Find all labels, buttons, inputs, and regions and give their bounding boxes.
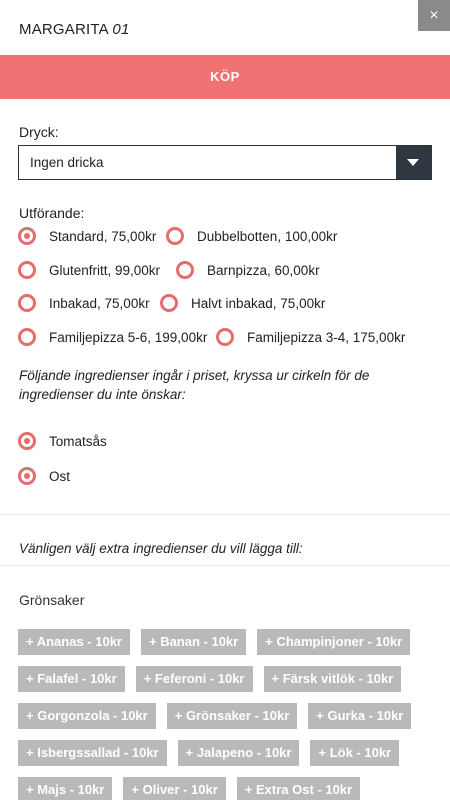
radio-icon[interactable] xyxy=(216,328,234,346)
extra-chip-extra-ost[interactable]: + Extra Ost - 10kr xyxy=(237,777,360,800)
extra-chip-lok[interactable]: + Lök - 10kr xyxy=(310,740,399,766)
chip-row xyxy=(18,740,438,766)
close-icon[interactable]: × xyxy=(418,0,450,31)
chip-row xyxy=(18,666,438,692)
category-heading: Grönsaker xyxy=(19,592,85,608)
extra-chip-gurka[interactable]: + Gurka - 10kr xyxy=(308,703,411,729)
included-instructions-line2: ingredienser du inte önskar: xyxy=(19,387,186,402)
modal-header xyxy=(0,0,450,55)
divider xyxy=(0,565,450,566)
radio-icon[interactable] xyxy=(160,294,178,312)
extra-chip-ananas[interactable]: + Ananas - 10kr xyxy=(18,629,130,655)
drink-label: Dryck: xyxy=(19,124,59,140)
product-title-number: 01 xyxy=(112,21,130,38)
extra-chip-jalapeno[interactable]: + Jalapeno - 10kr xyxy=(178,740,300,766)
radio-icon[interactable] xyxy=(18,467,36,485)
radio-label: Glutenfritt, 99,00kr xyxy=(49,262,161,278)
extra-chip-isbergssallad[interactable]: + Isbergssallad - 10kr xyxy=(18,740,167,766)
radio-label: Halvt inbakad, 75,00kr xyxy=(191,295,326,311)
radio-icon[interactable] xyxy=(18,227,36,245)
radio-icon[interactable] xyxy=(176,261,194,279)
extra-chip-banan[interactable]: + Banan - 10kr xyxy=(141,629,246,655)
extra-chip-gorgonzola[interactable]: + Gorgonzola - 10kr xyxy=(18,703,156,729)
chip-row xyxy=(18,777,438,800)
included-item-tomatsas[interactable] xyxy=(18,431,107,451)
radio-label: Dubbelbotten, 100,00kr xyxy=(197,228,338,244)
chevron-down-icon[interactable] xyxy=(396,146,431,179)
extra-chip-majs[interactable]: + Majs - 10kr xyxy=(18,777,112,800)
style-option-barnpizza[interactable] xyxy=(176,260,320,280)
style-option-standard[interactable] xyxy=(18,226,156,246)
radio-label: Familjepizza 5-6, 199,00kr xyxy=(49,329,208,345)
included-instructions-line1: Följande ingredienser ingår i priset, kryssa ur cirkeln för de xyxy=(19,368,370,383)
style-label: Utförande: xyxy=(19,205,85,221)
radio-icon[interactable] xyxy=(18,261,36,279)
included-item-ost[interactable] xyxy=(18,466,70,486)
drink-select-value: Ingen dricka xyxy=(30,155,104,170)
radio-label: Tomatsås xyxy=(49,433,107,449)
divider xyxy=(0,514,450,515)
style-option-glutenfritt[interactable] xyxy=(18,260,160,280)
style-option-familjepizza-3-4[interactable] xyxy=(216,327,405,347)
radio-label: Ost xyxy=(49,468,71,484)
chip-row xyxy=(18,629,438,655)
radio-icon[interactable] xyxy=(166,227,184,245)
extra-chip-feferoni[interactable]: + Feferoni - 10kr xyxy=(136,666,253,692)
extras-chip-list xyxy=(18,629,438,800)
radio-icon[interactable] xyxy=(18,432,36,450)
buy-button[interactable]: KÖP xyxy=(0,55,450,99)
radio-label: Inbakad, 75,00kr xyxy=(49,295,150,311)
extra-chip-falafel[interactable]: + Falafel - 10kr xyxy=(18,666,125,692)
radio-label: Familjepizza 3-4, 175,00kr xyxy=(247,329,406,345)
style-option-familjepizza-5-6[interactable] xyxy=(18,327,207,347)
extras-prompt: Vänligen välj extra ingredienser du vill lägga till: xyxy=(19,541,303,556)
extra-chip-oliver[interactable]: + Oliver - 10kr xyxy=(123,777,225,800)
chip-row xyxy=(18,703,438,729)
product-title xyxy=(19,21,130,38)
radio-icon[interactable] xyxy=(18,294,36,312)
extra-chip-champinjoner[interactable]: + Champinjoner - 10kr xyxy=(257,629,410,655)
radio-label: Standard, 75,00kr xyxy=(49,228,157,244)
drink-select[interactable] xyxy=(18,145,432,180)
radio-icon[interactable] xyxy=(18,328,36,346)
radio-label: Barnpizza, 60,00kr xyxy=(207,262,320,278)
style-option-dubbelbotten[interactable] xyxy=(166,226,337,246)
product-title-name: MARGARITA xyxy=(19,21,109,38)
style-option-inbakad[interactable] xyxy=(18,293,150,313)
style-option-halvt-inbakad[interactable] xyxy=(160,293,325,313)
extra-chip-farsk-vitlok[interactable]: + Färsk vitlök - 10kr xyxy=(264,666,402,692)
extra-chip-gronsaker[interactable]: + Grönsaker - 10kr xyxy=(167,703,298,729)
